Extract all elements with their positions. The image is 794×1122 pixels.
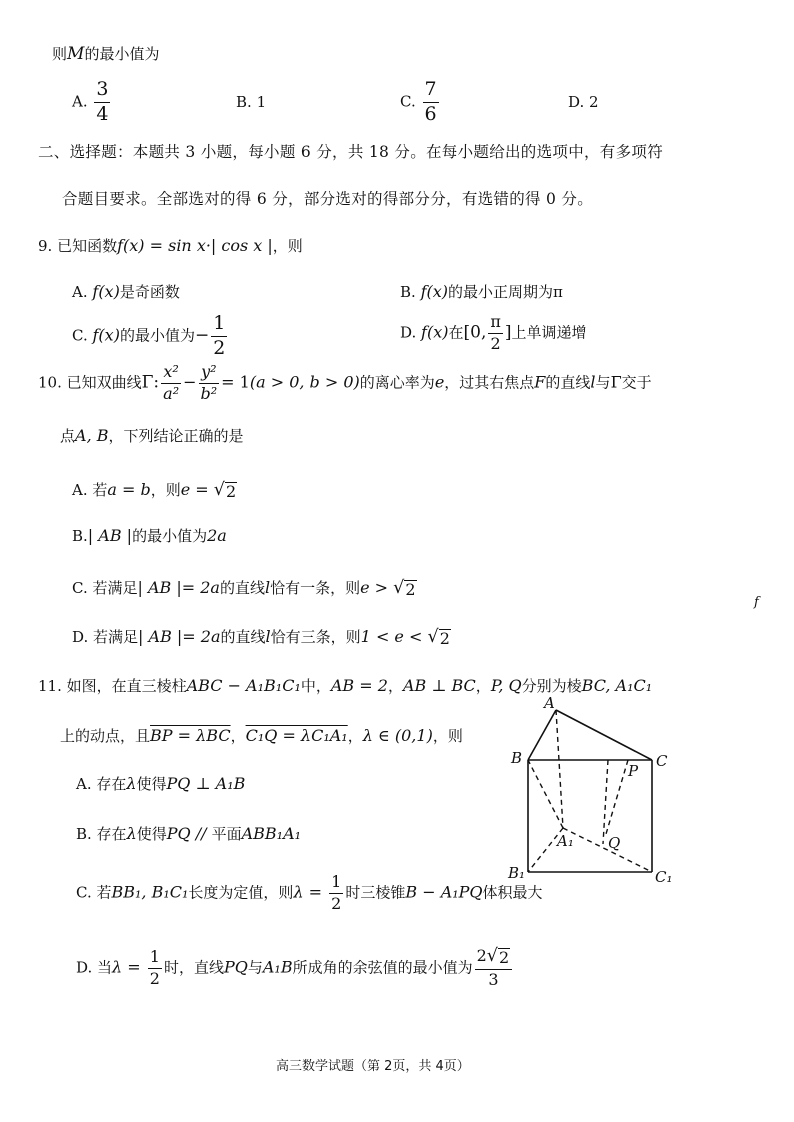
q11-option-d: D. 当λ = $\frac{1}{2}$ 时，直线PQ与A₁B所成角的余弦值的最小值为 2 √ 2 3	[76, 948, 514, 989]
q10-option-b: B.| AB |的最小值为2a	[72, 526, 227, 545]
page-footer: 高三数学试题（第 2页，共 4页）	[276, 1059, 470, 1074]
q9-option-d: D. f(x)在[0, $\frac{\pi}{2}$ ]上单调递增	[400, 312, 587, 353]
q8-option-c: C. $\frac{7}{6}$	[400, 78, 437, 125]
label-A1: A₁	[557, 832, 574, 850]
sqrt-symbol: √ 2	[427, 627, 450, 648]
q11-option-c: C. 若BB₁, B₁C₁长度为定值，则λ = $\frac{1}{2}$ 时三棱锥B − A₁PQ体积最大	[76, 872, 543, 913]
q8-option-d: D. 2	[568, 93, 599, 111]
segment-A1-B	[528, 760, 563, 828]
label-Q: Q	[608, 834, 621, 852]
edge-A1-C1	[563, 828, 652, 872]
edge-A1-B1	[528, 828, 563, 872]
fraction: $\frac{\text{y²}}{\text{b²}}$	[200, 362, 218, 403]
edge-A-C	[556, 710, 652, 760]
label-C: C	[656, 752, 668, 770]
fraction: $\frac{7}{6}$	[424, 78, 437, 125]
label-B1: B₁	[508, 864, 526, 882]
q10-stem-line1: 10. 已知双曲线Γ: $\frac{\text{x²}}{\text{a²}}$ − $\frac{\text{y²}}{\text{b²}}$ = 1(a > 0, b > 0)的离心率为e，过其右焦点F的直线l与Γ交于	[38, 362, 652, 403]
edge-A-A1	[556, 710, 563, 828]
segment-P-Q	[603, 760, 608, 844]
label-C1: C₁	[655, 868, 673, 886]
q8-stem: 则M的最小值为	[52, 44, 160, 64]
label-A: A	[544, 694, 555, 712]
q9-option-b: B. f(x)的最小正周期为π	[400, 282, 563, 301]
q10-stem-line2: 点A, B，下列结论正确的是	[60, 426, 244, 445]
fraction: 2 √ 2 3	[475, 948, 513, 989]
q11-option-a: A. 存在λ使得PQ ⊥ A₁B	[76, 774, 246, 793]
edge-A-B	[528, 710, 556, 760]
q8-option-b: B. 1	[236, 93, 267, 111]
fraction: $\frac{1}{2}$	[331, 872, 342, 913]
q8-option-a: A. $\frac{3}{4}$	[72, 78, 109, 125]
sqrt-symbol: √ 2	[486, 946, 510, 967]
q11-option-b: B. 存在λ使得PQ // 平面ABB₁A₁	[76, 824, 302, 843]
q9-option-a: A. f(x)是奇函数	[72, 282, 180, 301]
fraction: $\frac{3}{4}$	[96, 78, 109, 125]
fraction: $\frac{1}{2}$	[149, 947, 160, 989]
q10-option-d: D. 若满足| AB |= 2a的直线l恰有三条，则1 < e < √ 2	[72, 627, 450, 648]
segment-P-C-dash	[606, 760, 628, 834]
section2-heading-line1: 二、选择题：本题共 3 小题，每小题 6 分，共 18 分。在每小题给出的选项中，有多项符	[38, 143, 664, 161]
fraction: $\frac{\text{x²}}{\text{a²}}$	[163, 362, 180, 403]
q11-stem-line2: 上的动点，且BP = λBC，C₁Q = λC₁A₁，λ ∈ (0,1)，则	[60, 726, 463, 745]
sqrt-symbol: √ 2	[393, 578, 416, 599]
q9-stem: 9. 已知函数f(x) = sin x·| cos x |，则	[38, 236, 303, 255]
fraction: $\frac{\pi}{2}$	[490, 312, 501, 353]
q9-option-c: C. f(x)的最小值为− $\frac{1}{2}$	[72, 312, 226, 359]
label-P: P	[628, 762, 639, 780]
q10-option-a: A. 若a = b，则e = √ 2	[72, 480, 237, 501]
section2-heading-line2: 合题目要求。全部选对的得 6 分，部分选对的得部分分，有选错的得 0 分。	[62, 190, 594, 208]
q11-stem-line1: 11. 如图，在直三棱柱ABC − A₁B₁C₁中，AB = 2，AB ⊥ BC，P, Q分别为棱BC, A₁C₁	[38, 676, 653, 695]
fraction: $\frac{1}{2}$	[213, 312, 226, 359]
label-B: B	[511, 749, 523, 767]
stray-mark: f	[754, 595, 759, 610]
sqrt-symbol: √ 2	[213, 480, 237, 501]
q10-option-c: C. 若满足| AB |= 2a的直线l恰有一条，则e > √ 2	[72, 578, 416, 599]
